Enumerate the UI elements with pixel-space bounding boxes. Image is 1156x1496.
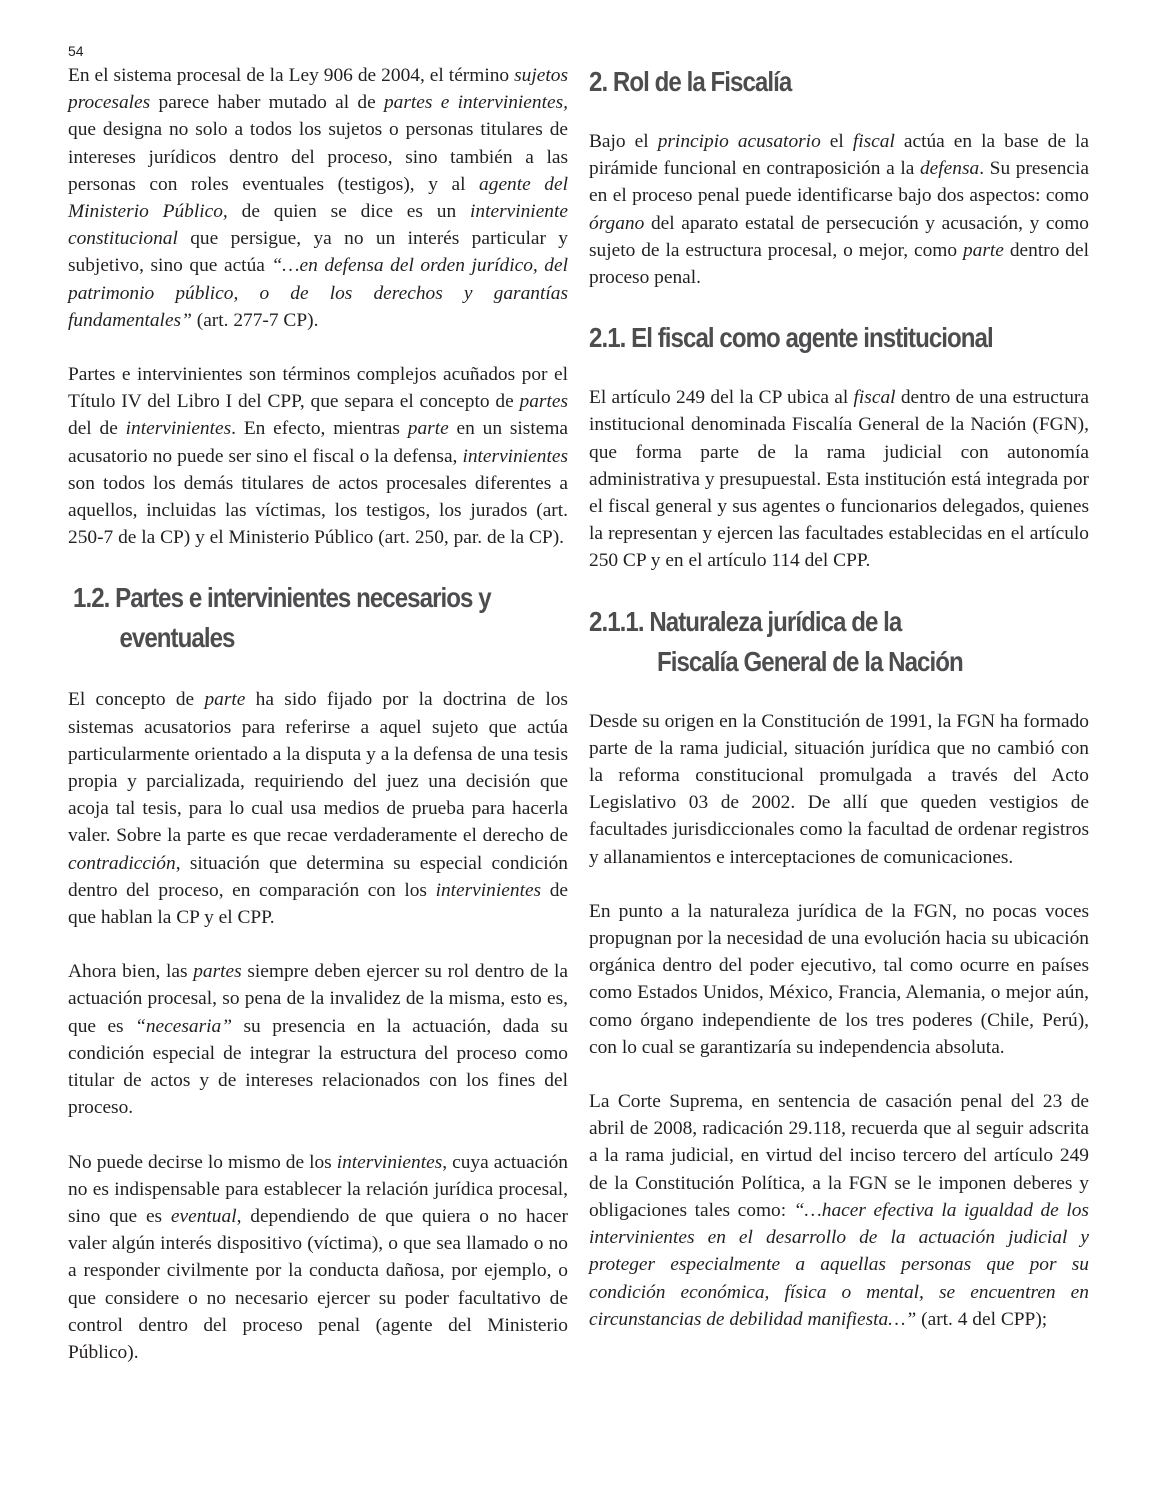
paragraph-origen-fgn: Desde su origen en la Constitución de 1991, la FGN ha formado parte de la rama judicial, situación jurídica que no cambió con la reforma constitucional promulgada a través del Acto Legislativo 03 de 2002. De allí que queden vestigios de facultades jurisdiccionales como la facultad de ordenar registros y allanamientos e interceptaciones de comunicaciones. — [589, 710, 1089, 868]
paragraph-partes-rol: Ahora bien, las partes siempre deben ejercer su rol dentro de la actuación procesal, so pena de la invalidez de la misma, esto es, que es “necesaria” su presencia en la actuación, dada su condición especial de integrar la estructura del proceso como titular de actos y de intereses relacionados con los fines del proceso. — [68, 961, 568, 1119]
paragraph-corte-suprema: La Corte Suprema, en sentencia de casación penal del 23 de abril de 2008, radicación 29.118, recuerda que al seguir adscrita a la rama judicial, en virtud del inciso tercero del artículo 249 de la Constitución Política, a la FGN se le imponen deberes y obligaciones tales como: “…hacer efectiva la igualdad de los intervinientes en el desarrollo de la actuación judicial y proteger especialmente a aquellas personas que por su condición económica, física o mental, se encuentren en circunstancias de debilidad manifiesta…” (art. 4 del CPP); — [589, 1091, 1089, 1330]
left-column — [68, 62, 568, 1393]
heading-rol-fiscalia: 2. Rol de la Fiscalía — [589, 66, 792, 97]
paragraph-articulo-249: El artículo 249 del la CP ubica al fiscal dentro de una estructura institucional denominada Fiscalía General de la Nación (FGN), que forma parte de la rama judicial con autonomía administrativa y presupuestal. Esta institución está integrada por el fiscal general y sus agentes o funcionarios delegados, quienes la representan y ejercen las facultades establecidas en el artículo 250 CP y en el artículo 114 del CPP. — [589, 387, 1089, 572]
paragraph-principio-acusatorio: Bajo el principio acusatorio el fiscal actúa en la base de la pirámide funcional en contraposición a la defensa. Su presencia en el proceso penal puede identificarse bajo dos aspectos: como órgano del aparato estatal de persecución y acusación, y como sujeto de la estructura procesal, o mejor, como parte dentro del proceso penal. — [589, 131, 1089, 289]
paragraph-concepto-parte: El concepto de parte ha sido fijado por la doctrina de los sistemas acusatorios para referirse a aquel sujeto que actúa particularmente orientado a la disputa y a la defensa de una tesis propia y parcializada, requiriendo del juez una decisión que acoja tal tesis, para lo cual usa medios de prueba para hacerla valer. Sobre la parte es que recae verdaderamente el derecho de contradicción, situación que determina su especial condición dentro del proceso, en comparación con los intervinientes de que hablan la CP y el CPP. — [68, 689, 568, 929]
heading-partes-necesarios-eventuales: 1.2. Partes e intervinientes necesarios y eventuales — [73, 582, 491, 654]
heading-naturaleza-juridica: 2.1.1. Naturaleza jurídica de la Fiscalía General de la Nación — [589, 605, 963, 677]
paragraph-naturaleza-fgn: En punto a la naturaleza jurídica de la FGN, no pocas voces propugnan por la necesidad de una evolución hacia su ubicación orgánica dentro del poder ejecutivo, tal como ocurre en países como Estados Unidos, México, Francia, Alemania, o mejor aún, como órgano independiente de los tres poderes (Chile, Perú), con lo cual se garantizaría su independencia absoluta. — [589, 900, 1089, 1058]
paragraph-partes-intervinientes: Partes e intervinientes son términos complejos acuñados por el Título IV del Libro I del CPP, que separa el concepto de partes del de intervinientes. En efecto, mientras parte en un sistema acusatorio no puede ser sino el fiscal o la defensa, intervinientes son todos los demás titulares de actos procesales diferentes a aquellos, incluidas las víctimas, los testigos, los jurados (art. 250-7 de la CP) y el Ministerio Público (art. 250, par. de la CP). — [68, 364, 569, 549]
paragraph-sujetos-procesales: En el sistema procesal de la Ley 906 de 2004, el término sujetos procesales parece haber mutado al de partes e intervinientes, que designa no solo a todos los sujetos o personas titulares de intereses jurídicos dentro del proceso, sino también a las personas con roles eventuales (testigos), y al agente del Ministerio Público, de quien se dice es un interviniente constitucional que persigue, ya no un interés particular y subjetivo, sino que actúa “…en defensa del orden jurídico, del patrimonio público, o de los derechos y garantías fundamentales” (art. 277-7 CP). — [68, 65, 568, 331]
right-column — [589, 62, 1089, 1360]
heading-fiscal-agente-institucional: 2.1. El fiscal como agente institucional — [589, 322, 993, 354]
page-number: 54 — [68, 43, 84, 59]
paragraph-intervinientes-eventual: No puede decirse lo mismo de los intervinientes, cuya actuación no es indispensable para establecer la relación jurídica procesal, sino que es eventual, dependiendo de que quiera o no hacer valer algún interés dispositivo (víctima), o que sea llamado o no a responder civilmente por la conducta dañosa, por ejemplo, o que considere o no necesario ejercer su poder facultativo de control dentro del proceso penal (agente del Ministerio Público). — [68, 1151, 568, 1363]
